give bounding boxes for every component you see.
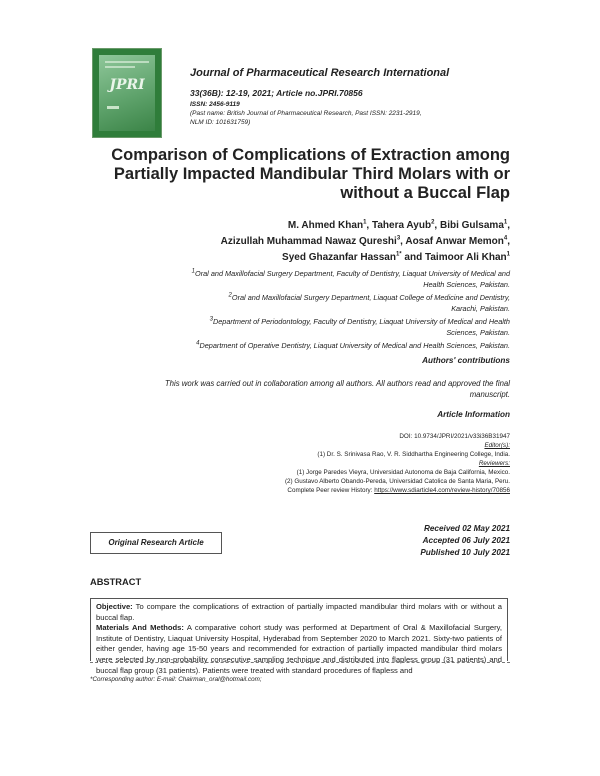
- article-title: Comparison of Complications of Extraction among Partially Impacted Mandibular Third Molars with or without a Buccal Flap: [111, 146, 510, 202]
- article-info: [80, 432, 510, 495]
- affiliation: $^2$Oral and Maxillofacial Surgery Department, Liaquat College of Medicine and Dentistry,: [228, 292, 510, 302]
- corresponding-author-note: *Corresponding author: E-mail: Chairman_oral@hotmail.com;: [90, 676, 262, 683]
- author-name: Taimoor Ali Khan: [424, 252, 507, 263]
- publication-dates: [420, 523, 510, 559]
- contributions-heading: Authors' contributions: [422, 356, 510, 365]
- journal-cover-image: [92, 48, 162, 138]
- author-list: [80, 218, 510, 266]
- reviewer: (1) Jorge Paredes Vieyra, Universidad Autonoma de Baja California, Mexico.: [296, 469, 510, 476]
- author-name: Azizullah Muhammad Nawaz Qureshi: [220, 236, 397, 247]
- reviewers-label: Reviewers:: [478, 460, 510, 467]
- article-type-badge: Original Research Article: [90, 532, 222, 554]
- accepted-date: Accepted 06 July 2021: [422, 536, 510, 545]
- review-history-link[interactable]: https://www.sdiarticle4.com/review-history/70856: [374, 487, 510, 494]
- published-date: Published 10 July 2021: [420, 548, 510, 557]
- issn-line: ISSN: 2456-9119: [190, 101, 240, 108]
- abstract-methods: A comparative cohort study was performed at Department of Oral & Maxillofacial Surgery, Institute of Dentistry, Liaquat University Hospital, Hyderabad from September 2020 to March 2021. Sixty-two patients of either gender, having age 15-50 years and recommended for extraction of partially impacted mandibular third molars were selected by non-probability consecutive sampling technique and distributed into flapless group (31 patients) and buccal flap group (31 patients). Patients were treated with standard procedures of flapless and: [96, 623, 502, 675]
- author-line-3: Syed Ghazanfar Hassan$^{1*}$ and Taimoor Ali Khan$^1$: [282, 251, 510, 263]
- issue-line: 33(36B): 12-19, 2021; Article no.JPRI.70856: [190, 88, 363, 98]
- author-name: Aosaf Anwar Memon: [405, 236, 504, 247]
- author-name: Bibi Gulsama: [439, 220, 504, 231]
- abstract-heading: ABSTRACT: [90, 577, 142, 587]
- contributions-text: This work was carried out in collaboration among all authors. All authors read and approved the final manuscript.: [164, 379, 510, 399]
- past-name-line: (Past name: British Journal of Pharmaceutical Research, Past ISSN: 2231-2919,: [190, 110, 422, 117]
- reviewer: (2) Gustavo Alberto Obando-Pereda, Universidad Catolica de Santa Maria, Peru.: [284, 478, 510, 485]
- author-name: Syed Ghazanfar Hassan: [282, 252, 396, 263]
- journal-name: Journal of Pharmaceutical Research International: [190, 67, 450, 79]
- author-line-1: M. Ahmed Khan$^1$, Tahera Ayub$^2$, Bibi Gulsama$^1$,: [287, 219, 510, 231]
- author-name: M. Ahmed Khan: [287, 220, 364, 231]
- editors-label: Editor(s):: [484, 442, 510, 449]
- author-name: Tahera Ayub: [371, 220, 432, 231]
- editor: (1) Dr. S. Srinivasa Rao, V. R. Siddhartha Engineering College, India.: [317, 451, 510, 458]
- cover-art: [99, 55, 155, 131]
- footnote-divider: [90, 662, 510, 663]
- affiliation: $^3$Department of Periodontology, Faculty of Dentistry, Liaquat University of Medical and Health: [209, 316, 510, 326]
- nlm-id-line: NLM ID: 101631759): [190, 119, 251, 126]
- abstract-box: Objective: To compare the complications of extraction of partially impacted mandibular third molars with or without a buccal flap. Materials And Methods: A comparative cohort study was performed at Department of Oral & Maxillofacial Surgery, Institute of Dentistry, Liaquat University Hospital, Hyderabad from September 2020 to March 2021. Sixty-two patients of either gender, having age 15-50 years and recommended for extraction of partially impacted mandibular third molars were selected by non-probability consecutive sampling technique and distributed into flapless group (31 patients) and buccal flap group (31 patients). Patients were treated with standard procedures of flapless and: [90, 598, 508, 661]
- affiliations: $^1$Oral and Maxillofacial Surgery Department, Faculty of Dentistry, Liaquat University of Medical and Health Sciences, Pakistan. $^2$Oral and Maxillofacial Surgery Department, Liaquat College of Medicine and Dentistry, Karachi, Pakistan. $^3$Department of Periodontology, Faculty of Dentistry, Liaquat University of Medical and Health Sciences, Pakistan. $^4$Department of Operative Dentistry, Liaquat University of Medical and Health Sciences, Pakistan.: [80, 268, 510, 351]
- affiliation: $^4$Department of Operative Dentistry, Liaquat University of Medical and Health Sciences, Pakistan.: [196, 340, 510, 350]
- cover-logo: JPRI: [109, 77, 145, 93]
- affiliation: $^1$Oral and Maxillofacial Surgery Department, Faculty of Dentistry, Liaquat University of Medical and: [191, 268, 510, 278]
- review-history: Complete Peer review History: https://www.sdiarticle4.com/review-history/70856: [287, 487, 510, 494]
- received-date: Received 02 May 2021: [423, 524, 510, 533]
- author-line-2: Azizullah Muhammad Nawaz Qureshi$^3$, Aosaf Anwar Memon$^4$,: [220, 235, 510, 247]
- abstract-objective: To compare the complications of extraction of partially impacted mandibular third molars with or without a buccal flap.: [96, 602, 502, 622]
- doi: DOI: 10.9734/JPRI/2021/v33i36B31947: [399, 433, 510, 440]
- article-info-heading: Article Information: [437, 410, 510, 419]
